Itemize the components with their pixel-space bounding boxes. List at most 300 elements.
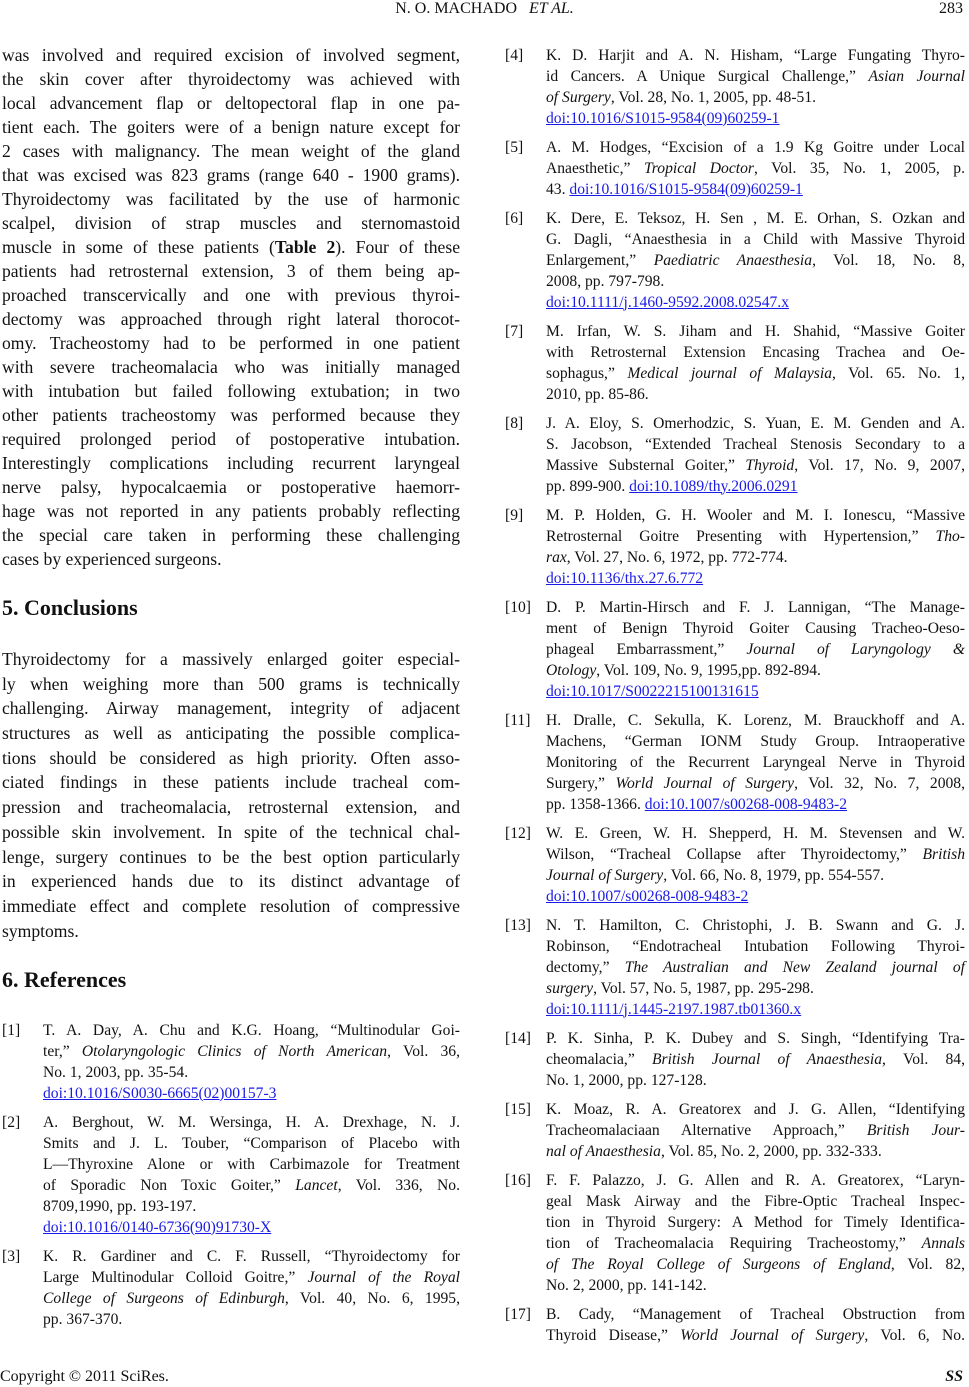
text-line: [2, 869, 460, 894]
reference-text: [43, 1020, 460, 1104]
text-run: , Vol. 36,: [387, 1042, 461, 1060]
text-run: Massive Substernal Goiter,”: [546, 456, 746, 474]
text-run: J. A. Eloy, S. Omerhodzic, S. Yuan, E. M. Genden and A.: [546, 414, 965, 432]
text-run: scalpel, division of strap muscles and sternomastoid: [2, 213, 460, 233]
italic-text: Medical journal of Malaysia: [627, 364, 833, 382]
text-line: [546, 66, 965, 87]
page-number: 283: [939, 0, 963, 17]
text-line: [546, 208, 965, 229]
text-line: [43, 1246, 460, 1267]
reference-text: [546, 1304, 965, 1346]
text-run: lenge, surgery continues to be the best option particularly: [2, 846, 460, 867]
text-line: [546, 865, 965, 886]
reference-item: [505, 823, 965, 907]
text-run: G. Dagli, “Anaesthesia in a Child with Massive Thyroid: [546, 230, 965, 248]
text-line: [546, 731, 965, 752]
text-line: [43, 1217, 460, 1238]
text-line: [546, 639, 965, 660]
text-run: 2010, pp. 85-86.: [546, 385, 649, 403]
results-paragraph: [2, 43, 460, 571]
text-line: [2, 139, 460, 163]
doi-link[interactable]: doi:10.1016/S1015-9584(09)60259-1: [569, 180, 803, 198]
text-run: structures as well as anticipating the possible complica-: [2, 723, 460, 744]
reference-number: [6]: [505, 209, 524, 227]
text-run: ment of Benign Thyroid Goiter Causing Tracheo-Oeso-: [546, 619, 965, 637]
text-run: tion of Tracheomalacia Requiring Tracheostomy,”: [546, 1234, 922, 1252]
text-line: [546, 660, 965, 681]
text-line: [43, 1041, 460, 1062]
text-run: F. F. Palazzo, J. G. Allen and R. A. Greatorex, “Laryn-: [546, 1171, 965, 1189]
text-run: pp. 1358-1366.: [546, 795, 645, 813]
reference-item: [505, 45, 965, 129]
doi-link[interactable]: doi:10.1007/s00268-008-9483-2: [546, 887, 749, 905]
text-line: [546, 1191, 965, 1212]
text-run: patients had retrosternal extension, 3 of them being ap-: [2, 261, 460, 281]
text-run: M. P. Holden, G. H. Wooler and M. I. Ionescu, “Massive: [546, 506, 965, 524]
text-line: [546, 999, 965, 1020]
text-run: tient each. The goiters were of a benign nature except for: [2, 117, 460, 137]
italic-text: Paediatric Anaesthesia: [653, 251, 813, 269]
text-line: [546, 886, 965, 907]
text-line: [546, 1120, 965, 1141]
text-run: other patients tracheostomy was performed because they: [2, 405, 460, 425]
text-run: with intubation but failed following extubation; in two: [2, 381, 460, 401]
reference-text: [43, 1112, 460, 1238]
reference-text: [546, 321, 965, 405]
text-run: , Vol. 18, No. 8,: [812, 251, 965, 269]
reference-number: [8]: [505, 414, 524, 432]
doi-link[interactable]: doi:10.1136/thx.27.6.772: [546, 569, 704, 587]
text-line: [546, 1141, 965, 1162]
text-line: [546, 773, 965, 794]
reference-text: [546, 413, 965, 497]
text-run: , Vol. 82,: [890, 1255, 966, 1273]
text-line: [43, 1309, 460, 1330]
text-line: [2, 845, 460, 870]
text-line: [2, 894, 460, 919]
doi-link[interactable]: doi:10.1017/S0022215100131615: [546, 682, 759, 700]
reference-number: [2]: [2, 1113, 21, 1131]
text-line: [546, 384, 965, 405]
text-line: [546, 476, 965, 497]
section-heading-references: 6. References: [2, 967, 127, 992]
text-line: [546, 823, 965, 844]
doi-link[interactable]: doi:10.1007/s00268-008-9483-2: [644, 795, 848, 813]
italic-text: Journal of the Royal: [307, 1268, 460, 1286]
reference-item: [505, 710, 965, 815]
text-line: [2, 115, 460, 139]
doi-link[interactable]: doi:10.1016/S1015-9584(09)60259-1: [546, 109, 780, 127]
footer-journal-abbr: SS: [945, 1368, 963, 1385]
text-run: , Vol. 84,: [882, 1050, 965, 1068]
reference-text: [546, 1028, 965, 1091]
text-line: [546, 179, 965, 200]
italic-text: British: [922, 845, 965, 863]
text-line: [546, 1254, 965, 1275]
text-run: ciated findings in these patients include tracheal com-: [2, 772, 460, 793]
reference-text: [546, 915, 965, 1020]
reference-text: [546, 137, 965, 200]
text-run: 2 cases with malignancy. The mean weight of the gland: [2, 141, 460, 161]
text-run: N. T. Hamilton, C. Christophi, J. B. Swann and G. J.: [546, 916, 965, 934]
text-line: [2, 235, 460, 259]
reference-number: [5]: [505, 138, 524, 156]
text-run: ter,”: [43, 1042, 82, 1060]
text-line: [2, 211, 460, 235]
text-run: , Vol. 65. No. 1,: [832, 364, 966, 382]
text-run: L—Thyroxine Alone or with Carbimazole for Treatment: [43, 1155, 460, 1173]
text-line: [546, 710, 965, 731]
italic-text: British Journal of Anaesthesia: [652, 1050, 883, 1068]
text-line: [2, 259, 460, 283]
text-run: , Vol. 35, No. 1, 2005, p.: [753, 159, 965, 177]
text-run: P. K. Sinha, P. K. Dubey and S. Singh, “Identifying Tra-: [546, 1029, 965, 1047]
italic-text: British Jour-: [866, 1121, 965, 1139]
doi-link[interactable]: doi:10.1016/S0030-6665(02)00157-3: [43, 1084, 277, 1102]
text-run: No. 1, 2003, pp. 35-54.: [43, 1063, 189, 1081]
bold-text: Table 2: [274, 237, 336, 257]
reference-number: [7]: [505, 322, 524, 340]
text-line: [2, 67, 460, 91]
reference-list-right: [505, 45, 965, 1354]
text-run: was involved and required excision of involved segment,: [2, 45, 460, 65]
text-line: [546, 229, 965, 250]
text-line: [546, 618, 965, 639]
reference-item: [505, 915, 965, 1020]
text-run: pression and tracheomalacia, retrosternal extension, and: [2, 797, 460, 818]
text-run: , Vol. 28, No. 1, 2005, pp. 48-51.: [610, 88, 817, 106]
text-line: [2, 795, 460, 820]
text-run: with Retrosternal Extension Encasing Trachea and Oe-: [546, 343, 965, 361]
text-line: [546, 321, 965, 342]
text-line: [43, 1175, 460, 1196]
reference-number: [14]: [505, 1029, 531, 1047]
italic-text: Journal of Surgery: [546, 866, 664, 884]
reference-number: [12]: [505, 824, 531, 842]
text-run: , Vol. 32, No. 7, 2008,: [794, 774, 965, 792]
text-run: S. Jacobson, “Extended Tracheal Stenosis Secondary to a: [546, 435, 965, 453]
text-run: W. E. Green, W. H. Shepperd, H. M. Stevensen and W.: [546, 824, 965, 842]
italic-text: Otolaryngologic Clinics of North American: [81, 1042, 388, 1060]
text-line: [546, 526, 965, 547]
text-run: K. Moaz, R. A. Greatorex and J. G. Allen, “Identifying: [546, 1100, 965, 1118]
reference-item: [2, 1246, 460, 1330]
reference-item: [505, 321, 965, 405]
text-line: [546, 413, 965, 434]
text-run: No. 2, 2000, pp. 141-142.: [546, 1276, 707, 1294]
text-line: [546, 1233, 965, 1254]
text-run: , Vol. 66, No. 8, 1979, pp. 554-557.: [663, 866, 885, 884]
text-run: D. P. Martin-Hirsch and F. J. Lannigan, “The Manage-: [546, 598, 965, 616]
text-run: challenging. Airway management, integrity of adjacent: [2, 698, 460, 719]
doi-link[interactable]: doi:10.1016/0140-6736(90)91730-X: [43, 1218, 272, 1236]
text-line: [546, 158, 965, 179]
text-line: [2, 355, 460, 379]
text-line: [546, 342, 965, 363]
reference-item: [2, 1020, 460, 1104]
text-run: , Vol. 17, No. 9, 2007,: [794, 456, 965, 474]
text-line: [43, 1267, 460, 1288]
text-run: Enlargement,”: [546, 251, 654, 269]
text-run: that was excised was 823 grams (range 640 - 1900 grams).: [2, 165, 460, 185]
reference-text: [43, 1246, 460, 1330]
reference-number: [15]: [505, 1100, 531, 1118]
text-run: sophagus,”: [546, 364, 628, 382]
text-line: [546, 597, 965, 618]
reference-number: [17]: [505, 1305, 531, 1323]
text-line: [2, 721, 460, 746]
text-run: cheomalacia,”: [546, 1050, 653, 1068]
footer-copyright: Copyright © 2011 SciRes.: [0, 1368, 169, 1385]
text-run: 2008, pp. 797-798.: [546, 272, 665, 290]
reference-text: [546, 823, 965, 907]
text-line: [546, 250, 965, 271]
text-run: B. Cady, “Management of Tracheal Obstruction from: [546, 1305, 965, 1323]
text-line: [2, 283, 460, 307]
italic-text: Annals: [921, 1234, 965, 1252]
text-run: K. D. Harjit and A. N. Hisham, “Large Fungating Thyro-: [546, 46, 965, 64]
text-run: immediate effect and complete resolution of compressive: [2, 895, 460, 916]
italic-text: Tropical Doctor: [643, 159, 754, 177]
text-run: possible skin involvement. In spite of the technical chal-: [2, 821, 460, 842]
text-line: [2, 91, 460, 115]
text-line: [2, 696, 460, 721]
text-run: , Vol. 109, No. 9, 1995,pp. 892-894.: [596, 661, 821, 679]
text-run: ly when weighing more than 500 grams is technically: [2, 673, 460, 694]
italic-text: of Surgery: [546, 88, 611, 106]
text-line: [43, 1154, 460, 1175]
text-line: [43, 1288, 460, 1309]
text-run: proached transcervically and one with previous thyroi-: [2, 285, 460, 305]
text-line: [2, 307, 460, 331]
text-line: [2, 770, 460, 795]
text-run: in experienced hands due to its distinct advantage of: [2, 871, 460, 892]
text-run: omy. Tracheostomy had to be performed in one patient: [2, 333, 460, 353]
text-run: geal Mask Airway and the Fibre-Optic Tracheal Inspec-: [546, 1192, 965, 1210]
text-line: [546, 363, 965, 384]
text-run: Monitoring of the Recurrent Laryngeal Nerve in Thyroid: [546, 753, 965, 771]
text-line: [546, 978, 965, 999]
reference-text: [546, 505, 965, 589]
italic-text: Journal of Laryngology &: [746, 640, 965, 658]
text-run: muscle in some of these patients (: [2, 237, 275, 257]
reference-item: [2, 1112, 460, 1238]
text-line: [2, 379, 460, 403]
text-run: Smits and J. L. Touber, “Comparison of Placebo with: [43, 1134, 460, 1152]
reference-text: [546, 597, 965, 702]
text-run: Large Multinodular Colloid Goitre,”: [43, 1268, 308, 1286]
text-line: [2, 746, 460, 771]
text-run: Surgery,”: [546, 774, 616, 792]
text-line: [2, 163, 460, 187]
italic-text: College of Surgeons of Edinburgh: [43, 1289, 285, 1307]
text-line: [2, 475, 460, 499]
text-line: [2, 451, 460, 475]
italic-text: Tho-: [935, 527, 965, 545]
reference-item: [505, 1028, 965, 1091]
text-run: Robinson, “Endotracheal Intubation Following Thyroi-: [546, 937, 965, 955]
text-line: [43, 1112, 460, 1133]
text-run: id Cancers. A Unique Surgical Challenge,”: [546, 67, 869, 85]
text-run: 43.: [546, 180, 570, 198]
text-line: [2, 403, 460, 427]
reference-text: [546, 1099, 965, 1162]
text-line: [546, 794, 965, 815]
text-run: ). Four of these: [335, 237, 461, 257]
text-line: [546, 547, 965, 568]
text-line: [43, 1133, 460, 1154]
text-line: [546, 1304, 965, 1325]
text-run: Wilson, “Tracheal Collapse after Thyroidectomy,”: [546, 845, 923, 863]
italic-text: Lancet: [295, 1176, 338, 1194]
text-run: Retrosternal Goitre Presenting with Hypertension,”: [546, 527, 936, 545]
text-run: Thyroid Disease,”: [546, 1326, 681, 1344]
text-run: with severe tracheomalacia who was initially managed: [2, 357, 460, 377]
text-run: , Vol. 40, No. 6, 1995,: [284, 1289, 460, 1307]
doi-link[interactable]: doi:10.1111/j.1460-9592.2008.02547.x: [546, 293, 789, 311]
reference-item: [505, 413, 965, 497]
text-run: tion in Thyroid Surgery: A Method for Timely Identifica-: [546, 1213, 965, 1231]
text-run: Tracheomalaciaan Alternative Approach,”: [546, 1121, 867, 1139]
text-run: M. Irfan, W. S. Jiham and H. Shahid, “Massive Goiter: [546, 322, 965, 340]
text-run: dectomy was approached through right lateral thorocot-: [2, 309, 460, 329]
text-line: [2, 919, 460, 944]
reference-item: [505, 597, 965, 702]
text-run: dectomy,”: [546, 958, 625, 976]
reference-text: [546, 710, 965, 815]
text-line: [2, 647, 460, 672]
italic-text: Thyroid: [745, 456, 795, 474]
text-run: tions should be considered as high priority. Often asso-: [2, 747, 460, 768]
text-line: [546, 455, 965, 476]
italic-text: Otology: [546, 661, 597, 679]
text-run: cases by experienced surgeons.: [2, 549, 222, 569]
text-line: [43, 1083, 460, 1104]
italic-text: surgery: [546, 979, 594, 997]
reference-number: [9]: [505, 506, 524, 524]
reference-number: [10]: [505, 598, 531, 616]
reference-item: [505, 505, 965, 589]
text-line: [546, 681, 965, 702]
text-line: [546, 505, 965, 526]
text-run: K. R. Gardiner and C. F. Russell, “Thyroidectomy for: [43, 1247, 460, 1265]
reference-number: [4]: [505, 46, 524, 64]
text-line: [546, 844, 965, 865]
text-line: [43, 1020, 460, 1041]
text-run: local advancement flap or deltopectoral flap in one pa-: [2, 93, 460, 113]
text-line: [546, 87, 965, 108]
text-line: [546, 936, 965, 957]
text-line: [546, 292, 965, 313]
doi-link[interactable]: doi:10.1089/thy.2006.0291: [629, 477, 798, 495]
text-line: [546, 1212, 965, 1233]
section-heading-conclusions: 5. Conclusions: [2, 595, 138, 620]
text-run: , Vol. 85, No. 2, 2000, pp. 332-333.: [660, 1142, 882, 1160]
italic-text: nal of Anaesthesia: [546, 1142, 661, 1160]
text-line: [2, 427, 460, 451]
text-run: A. Berghout, W. M. Wersinga, H. A. Drexhage, N. J.: [43, 1113, 460, 1131]
text-run: pp. 899-900.: [546, 477, 630, 495]
text-line: [2, 820, 460, 845]
text-line: [546, 957, 965, 978]
italic-text: Asian Journal: [868, 67, 966, 85]
text-run: hage was not reported in any patients probably reflecting: [2, 501, 460, 521]
text-run: Thyroidectomy was facilitated by the use of harmonic: [2, 189, 460, 209]
reference-number: [11]: [505, 711, 531, 729]
text-run: phageal Embarrassment,”: [546, 640, 747, 658]
reference-text: [546, 45, 965, 129]
text-run: , Vol. 57, No. 5, 1987, pp. 295-298.: [593, 979, 814, 997]
text-run: No. 1, 2000, pp. 127-128.: [546, 1071, 707, 1089]
header-authors: N. O. MACHADO: [395, 0, 517, 17]
text-run: of Sporadic Non Toxic Goiter,”: [43, 1176, 296, 1194]
text-line: [2, 547, 460, 571]
text-run: the skin cover after thyroidectomy was achieved with: [2, 69, 460, 89]
text-line: [546, 1170, 965, 1191]
text-line: [546, 434, 965, 455]
italic-text: of The Royal College of Surgeons of England: [546, 1255, 891, 1273]
text-line: [2, 499, 460, 523]
italic-text: World Journal of Surgery: [615, 774, 795, 792]
text-run: , Vol. 6, No.: [864, 1326, 965, 1344]
text-run: 8709,1990, pp. 193-197.: [43, 1197, 197, 1215]
text-run: nerve palsy, hypocalcaemia or postoperative haemorr-: [2, 477, 460, 497]
text-run: , Vol. 336, No.: [337, 1176, 460, 1194]
text-line: [546, 1049, 965, 1070]
text-line: [43, 1062, 460, 1083]
reference-number: [16]: [505, 1171, 531, 1189]
reference-number: [3]: [2, 1247, 21, 1265]
running-header: [0, 0, 969, 17]
text-line: [2, 43, 460, 67]
text-run: Thyroidectomy for a massively enlarged goiter especial-: [2, 649, 460, 669]
italic-text: The Australian and New Zealand journal of: [624, 958, 965, 976]
text-run: T. A. Day, A. Chu and K.G. Hoang, “Multinodular Goi-: [43, 1021, 460, 1039]
text-run: K. Dere, E. Teksoz, H. Sen , M. E. Orhan, S. Ozkan and: [546, 209, 965, 227]
text-run: , Vol. 27, No. 6, 1972, pp. 772-774.: [566, 548, 788, 566]
text-line: [2, 672, 460, 697]
text-line: [2, 523, 460, 547]
text-line: [2, 187, 460, 211]
text-line: [546, 137, 965, 158]
text-run: Interestingly complications including recurrent laryngeal: [2, 453, 460, 473]
text-line: [43, 1196, 460, 1217]
text-line: [546, 915, 965, 936]
reference-text: [546, 208, 965, 313]
conclusions-paragraph: [2, 647, 460, 943]
reference-item: [505, 1170, 965, 1296]
reference-number: [1]: [2, 1021, 21, 1039]
text-line: [546, 1070, 965, 1091]
text-run: A. M. Hodges, “Excision of a 1.9 Kg Goitre under Local: [546, 138, 965, 156]
text-line: [546, 1325, 965, 1346]
text-line: [546, 1099, 965, 1120]
reference-item: [505, 208, 965, 313]
text-line: [2, 331, 460, 355]
text-run: pp. 367-370.: [43, 1310, 123, 1328]
text-line: [546, 108, 965, 129]
text-line: [546, 568, 965, 589]
header-etal: ET AL.: [529, 0, 574, 17]
doi-link[interactable]: doi:10.1111/j.1445-2197.1987.tb01360.x: [546, 1000, 802, 1018]
text-run: H. Dralle, C. Sekulla, K. Lorenz, M. Brauckhoff and A.: [546, 711, 965, 729]
reference-item: [505, 137, 965, 200]
text-line: [546, 1028, 965, 1049]
reference-item: [505, 1099, 965, 1162]
text-line: [546, 752, 965, 773]
text-line: [546, 271, 965, 292]
reference-item: [505, 1304, 965, 1346]
